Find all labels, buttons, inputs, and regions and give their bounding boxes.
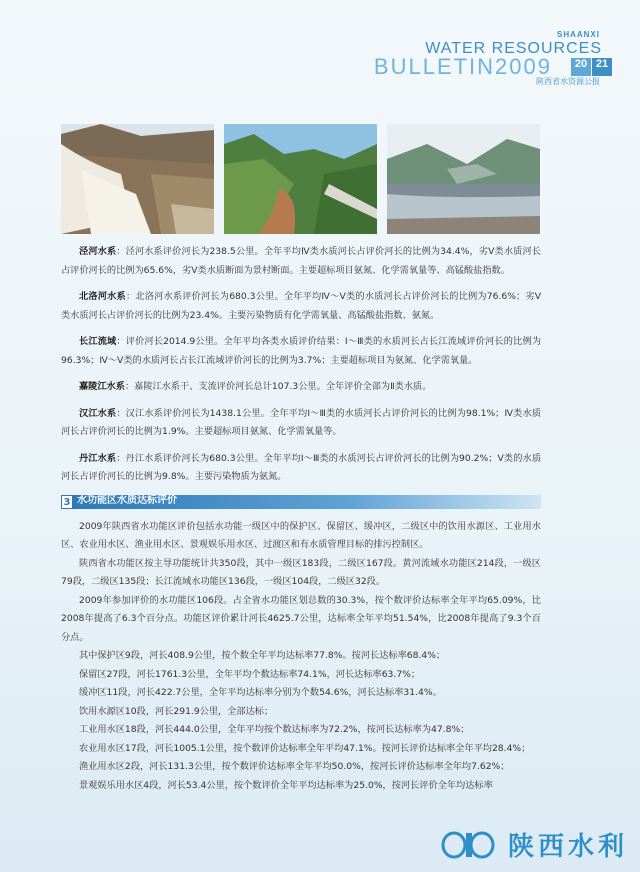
- text-jialingjiang: ：嘉陵江水系干、支流评价河长总计107.3公里。全年评价全部为Ⅱ类水质。: [124, 381, 432, 392]
- river-photo: [387, 124, 540, 234]
- text-jinghe: ：泾河水系评价河长为238.5公里。全年平均Ⅳ类水质河长占评价河长的比例为34.4%，劣Ⅴ类水质河长占评价河长的比例为65.6%，劣Ⅴ类水质断面为景村断面。主要超标项目氨氮、化学需氧量等、高锰酸盐指数。: [61, 246, 541, 276]
- header-bulletin: BULLETIN2009: [373, 54, 552, 79]
- page-numbers: [570, 58, 612, 76]
- water-drop-logo-icon: [440, 830, 500, 860]
- body-line: 2009年陕西省水功能区评价包括水功能一级区中的保护区、保留区、缓冲区，二级区中的饮用水源区、工业用水区、农业用水区、渔业用水区、景观娱乐用水区、过渡区和有水质管理目标的排污控制区。: [61, 520, 541, 550]
- body-line: 景观娱乐用水区4段，河长53.4公里，按个数评价全年平均达标率为25.0%，按河长评价全年均达标率: [79, 779, 493, 791]
- header-subtitle: 陕西省水资源公报: [536, 77, 600, 86]
- term-hanjiang: 汉江水系: [79, 407, 117, 419]
- text-danjiang: ：丹江水系评价河长为680.3公里。全年平均Ⅰ～Ⅲ类的水质河长占评价河长的比例为90.2%；Ⅴ类的水质河长占评价河长的比例为9.8%。主要污染物质为氨氮。: [61, 452, 542, 482]
- paragraph-beiluohe: [61, 288, 541, 325]
- footer-logo: [440, 826, 628, 863]
- footer-logo-text: 陕西水利: [508, 832, 629, 862]
- body-line: 其中保护区9段，河长408.9公里，按个数全年平均达标率77.8%。按河长达标率68.4%；: [79, 650, 446, 661]
- term-changjiang: 长江流域: [79, 336, 117, 347]
- bulletin-header: [373, 30, 612, 86]
- paragraph-hanjiang: [61, 405, 541, 442]
- paragraph-danjiang: [61, 450, 541, 487]
- section-title: 水功能区水质达标评价: [77, 495, 177, 507]
- header-water-resources: WATER RESOURCES: [425, 40, 602, 57]
- term-danjiang: 丹江水系: [79, 452, 117, 464]
- header-shaanxi: SHAANXI: [556, 30, 600, 39]
- text-hanjiang: ：汉江水系评价河长为1438.1公里。全年平均Ⅰ～Ⅲ类的水质河长占评价河长的比例为98.1%；Ⅳ类水质河长占评价河长的比例为1.9%。主要超标项目氨氮、化学需氧量等。: [61, 407, 542, 437]
- body-line: 2009年参加评价的水功能区106段。占全省水功能区划总数的30.3%，按个数评价达标率全年平均65.09%，比2008年提高了6.3个百分点。功能区评价累计河长4625.7公里，达标率全年平均51.54%，比2008年提高了9.3个百分点。: [61, 594, 541, 643]
- body-line: 饮用水源区10段，河长291.9公里，全部达标；: [79, 705, 274, 717]
- paragraph-changjiang: [61, 333, 541, 370]
- page-number-right: 21: [592, 58, 612, 76]
- paragraph-jinghe: [61, 243, 541, 280]
- body-line: 缓冲区11段，河长422.7公里，全年平均达标率分别为个数54.6%，河长达标率31.4%。: [79, 687, 442, 698]
- body-line: 陕西省水功能区按主导功能统计共350段，其中一级区183段，二级区167段。黄河流域水功能区214段，一级区79段，二级区135段；长江流域水功能区136段，一级区104段，二级区32段。: [61, 557, 541, 587]
- body-line: 渔业用水区2段，河长131.3公里，按个数评价达标率全年平均50.0%，按河长评价达标率全年均7.62%；: [79, 761, 510, 772]
- text-changjiang: ：评价河长2014.9公里。全年平均各类水质评价结果：Ⅰ～Ⅲ类的水质河长占长江流域评价河长的比例为96.3%；Ⅳ～Ⅴ类的水质河长占长江流域评价河长的比例为3.7%；主要超标项目为氨氮、化学需氧量。: [61, 336, 542, 366]
- paragraph-jialingjiang: [61, 378, 541, 397]
- text-beiluohe: ：北洛河水系评价河长为680.3公里。全年平均Ⅳ～Ⅴ类的水质河长占评价河长的比例为76.6%；劣Ⅴ类水质河长占评价河长的比例为23.4%。主要污染物质有化学需氧量、高锰酸盐指数、氨氮。: [61, 291, 541, 321]
- article-body: [61, 243, 541, 795]
- section-number: 3: [61, 495, 73, 509]
- section-heading: [61, 495, 541, 509]
- valley-photo: [224, 124, 377, 234]
- page-number-left: 20: [571, 58, 591, 76]
- body-line: 农业用水区17段，河长1005.1公里，按个数评价达标率全年平均47.1%。按河长评价达标率全年平均28.4%；: [79, 742, 531, 754]
- term-jialingjiang: 嘉陵江水系: [79, 381, 125, 392]
- waterfall-photo: [61, 124, 214, 234]
- body-line: 工业用水区18段，河长444.0公里，全年平均按个数达标率为72.2%，按河长达标率为47.8%；: [79, 724, 470, 735]
- body-line: 保留区27段，河长1761.3公里，全年平均个数达标率74.1%，河长达标率63.7%；: [79, 668, 421, 680]
- term-jinghe: 泾河水系: [79, 246, 117, 257]
- term-beiluohe: 北洛河水系: [79, 291, 126, 302]
